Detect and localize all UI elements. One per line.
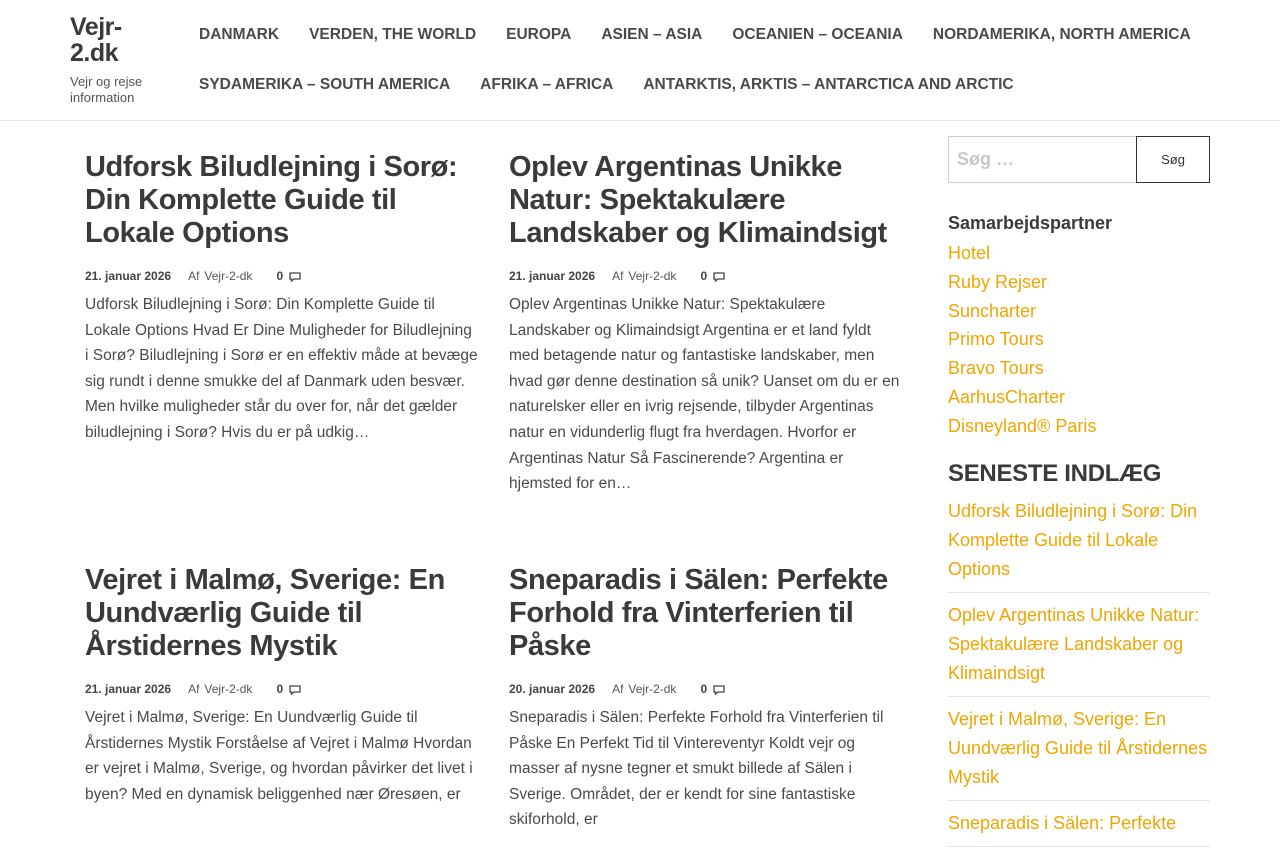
sidebar [948,136,1210,853]
post-comment-count[interactable]: 0 [276,269,284,283]
post-by-label: Af [188,269,200,283]
post-by-label: Af [188,682,200,696]
nav-item-verden[interactable]: VERDEN, THE WORLD [309,26,477,43]
list-item [948,703,1210,801]
list-item [948,239,1210,268]
nav-row-1 [184,10,1274,60]
partner-link-bravo-tours[interactable]: Bravo Tours [948,358,1044,379]
nav-row-2 [184,60,1274,110]
comment-icon[interactable] [713,271,725,281]
post-author-link[interactable]: Vejr-2-dk [628,269,677,283]
partner-link-primo-tours[interactable]: Primo Tours [948,329,1044,350]
post-comment-count[interactable]: 0 [276,682,284,696]
post-title-link[interactable]: Udforsk Biludlejning i Sorø: Din Komplette Guide til Lokale Options [85,151,458,249]
nav-item-sydamerika[interactable]: SYDAMERIKA – SOUTH AMERICA [199,76,451,93]
nav-item-afrika[interactable]: AFRIKA – AFRICA [480,76,614,93]
post-title-link[interactable]: Vejret i Malmø, Sverige: En Uundværlig Guide til Årstidernes Mystik [85,564,445,662]
site-description: Vejr og rejse information [70,74,143,105]
post-author-link[interactable]: Vejr-2-dk [204,269,253,283]
site-header [0,0,1280,121]
comment-icon[interactable] [289,271,301,281]
recent-post-link[interactable]: Sneparadis i Sälen: Perfekte [948,812,1177,833]
post-date-link[interactable]: 21. januar 2026 [509,269,596,283]
post-card [509,564,903,833]
nav-item-europa[interactable]: EUROPA [506,26,572,43]
post-excerpt: Sneparadis i Sälen: Perfekte Forhold fra Vinterferien til Påske En Perfekt Tid til Vintereventyr Koldt vejr og masser af nysne tegner et smukt billede af Sälen i Sverige. Området, der er kendt for sine fantastiske skiforhold, er [509,709,884,829]
post-card [509,151,903,497]
list-item [948,268,1210,297]
search-form [948,136,1210,183]
post-date-link[interactable]: 21. januar 2026 [85,269,172,283]
post-date-link[interactable]: 21. januar 2026 [85,682,172,696]
post-meta [85,268,479,284]
post-excerpt: Udforsk Biludlejning i Sorø: Din Komplette Guide til Lokale Options Hvad Er Dine Muligheder for Biludlejning i Sorø? Biludlejning i Sorø er en effektiv måde at bevæge sig rundt i denne smukke del af Danmark uden besvær. Men hvilke muligheder står du over for, når det gælder biludlejning i Sorø? Hvis du er på udkig… [85,296,478,441]
list-item [948,807,1210,847]
nav-item-danmark[interactable]: DANMARK [199,26,280,43]
post-card [85,564,479,807]
post-excerpt: Vejret i Malmø, Sverige: En Uundværlig Guide til Årstidernes Mystik Forståelse af Vejret i Malmø Hvordan er vejret i Malmø, Sverige, og hvordan påvirker det livet i byen? Med en dynamisk beliggenhed nær Øresøen, er [85,709,473,803]
list-item [948,354,1210,383]
list-item [948,599,1210,697]
post-author-link[interactable]: Vejr-2-dk [628,682,677,696]
post-meta [509,268,903,284]
post-excerpt: Oplev Argentinas Unikke Natur: Spektakulære Landskaber og Klimaindsigt Argentina er et land fyldt med betagende natur og fantastiske landskaber, men hvad gør denne destination så unik? Uanset om du er en naturelsker eller en ivrig rejsende, tilbyder Argentinas natur en vidunderlig flugt fra hverdagen. Hvorfor er Argentinas Natur Så Fascinerende? Argentina er hjemsted for en… [509,296,900,493]
recent-post-link[interactable]: Udforsk Biludlejning i Sorø: Din Komplette Guide til Lokale Options [948,500,1198,579]
main-navigation [184,10,1274,110]
post-comment-count[interactable]: 0 [700,269,708,283]
post-title-link[interactable]: Oplev Argentinas Unikke Natur: Spektakulære Landskaber og Klimaindsigt [509,151,887,249]
list-item [948,325,1210,354]
partners-list [948,239,1210,441]
partner-link-hotel[interactable]: Hotel [948,243,991,263]
post-comment-count[interactable]: 0 [700,682,708,696]
post-by-label: Af [612,269,624,283]
list-item [948,495,1210,593]
post-date-link[interactable]: 20. januar 2026 [509,682,596,696]
search-input[interactable] [948,136,1136,183]
partner-link-ruby-rejser[interactable]: Ruby Rejser [948,271,1048,292]
nav-item-asien[interactable]: ASIEN – ASIA [601,26,703,43]
post-meta [509,681,903,697]
nav-item-nordamerika[interactable]: NORDAMERIKA, NORTH AMERICA [932,26,1191,43]
recent-posts-title: SENESTE INDLÆG [948,459,1162,487]
recent-post-link[interactable]: Oplev Argentinas Unikke Natur: Spektakulære Landskaber og Klimaindsigt [948,604,1200,683]
list-item [948,383,1210,412]
post-meta [85,681,479,697]
site-title-link[interactable]: Vejr-2.dk [70,13,122,67]
partners-widget-title: Samarbejdspartner [948,213,1113,233]
comment-icon[interactable] [713,684,725,694]
partner-link-aarhuscharter[interactable]: AarhusCharter [948,386,1066,407]
site-branding [70,14,180,106]
post-by-label: Af [612,682,624,696]
partner-link-disneyland[interactable]: Disneyland® Paris [948,415,1097,436]
partner-link-suncharter[interactable]: Suncharter [948,300,1037,321]
post-title-link[interactable]: Sneparadis i Sälen: Perfekte Forhold fra Vinterferien til Påske [509,564,888,662]
search-button[interactable]: Søg [1136,136,1210,183]
list-item [948,297,1210,326]
recent-posts-list [948,495,1210,847]
list-item [948,412,1210,441]
nav-item-oceanien[interactable]: OCEANIEN – OCEANIA [732,26,903,43]
post-author-link[interactable]: Vejr-2-dk [204,682,253,696]
post-card [85,151,479,446]
recent-post-link[interactable]: Vejret i Malmø, Sverige: En Uundværlig Guide til Årstidernes Mystik [948,708,1208,787]
comment-icon[interactable] [289,684,301,694]
nav-item-antarktis[interactable]: ANTARKTIS, ARKTIS – ANTARCTICA AND ARCTIC [643,76,1014,93]
